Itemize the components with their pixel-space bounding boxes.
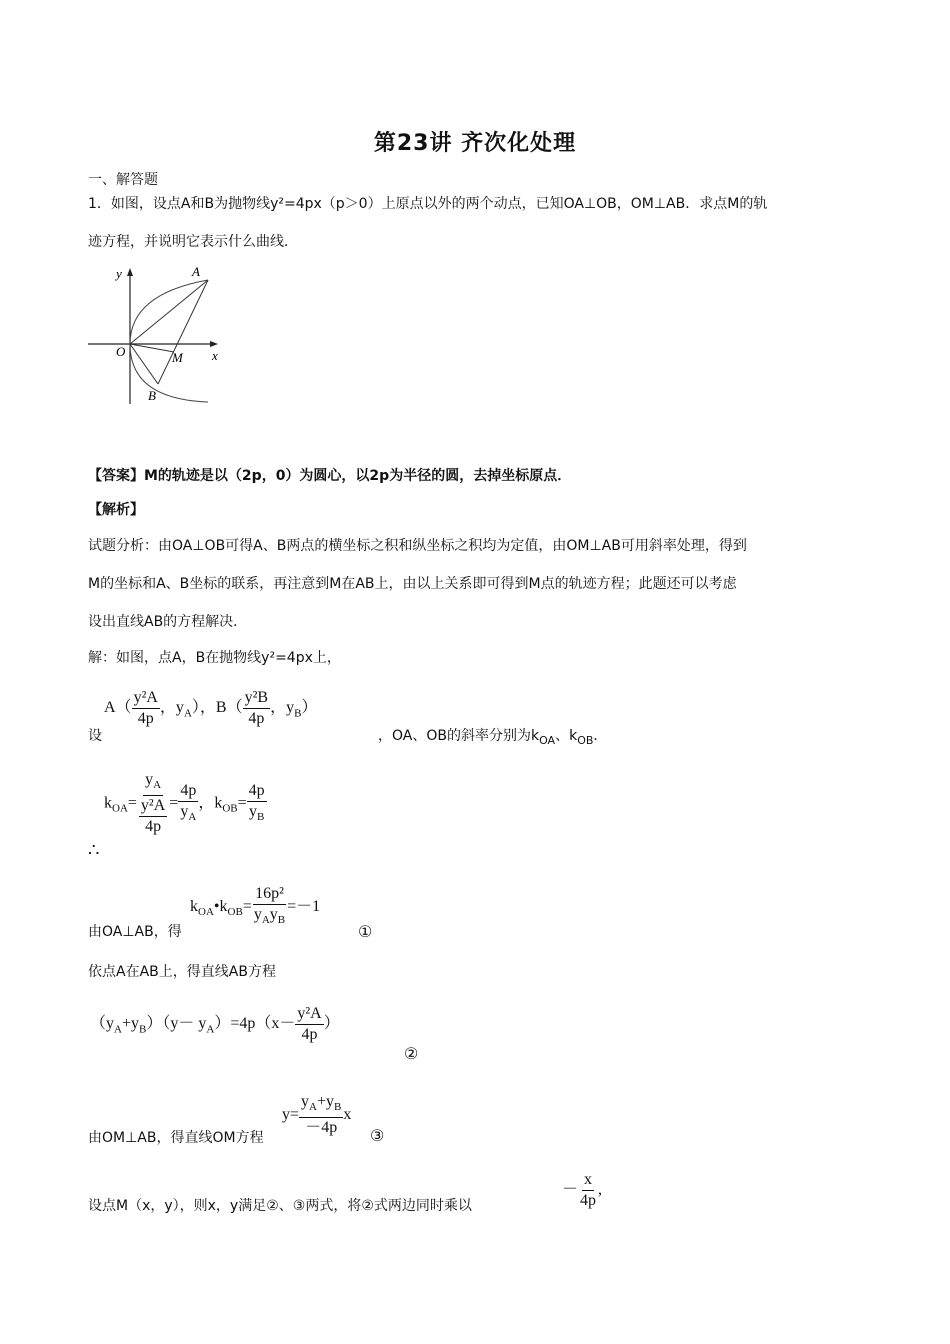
multiplier — [562, 1170, 602, 1211]
sub-OA: OA — [198, 905, 214, 918]
line-ab-text: 依点A在AB上，得直线AB方程 — [88, 964, 276, 980]
label-M: M — [172, 350, 183, 365]
slopes-text — [378, 726, 607, 751]
k: k — [219, 897, 228, 915]
slope-end: ． — [593, 728, 608, 744]
frac-den — [178, 802, 198, 827]
label-O: O — [116, 344, 126, 359]
parabola-curve — [130, 280, 208, 402]
minus-one: =－1 — [287, 897, 321, 915]
last-end: , — [598, 1181, 603, 1199]
sub-A: A — [309, 1101, 317, 1114]
y-axis-arrow — [127, 268, 133, 276]
eq: = — [169, 794, 179, 812]
equation-3 — [282, 1092, 351, 1138]
parabola-figure — [86, 264, 226, 409]
page-title: 第23讲 齐次化处理 — [373, 131, 577, 156]
frac-sum-over-neg4p — [299, 1092, 343, 1138]
sub-OA: OA — [112, 802, 128, 815]
answer-line: 【答案】M的轨迹是以（2p，0）为圆心，以2p为半径的圆，去掉坐标原点． — [88, 468, 572, 484]
analysis-label: 【解析】 — [88, 502, 144, 518]
frac-den: －4p — [305, 1119, 338, 1137]
analysis-line-2: M的坐标和A、B坐标的联系，再注意到M在AB上，由以上关系即可得到M点的轨迹方程；此题还可以考虑 — [88, 576, 737, 592]
frac-x-4p — [578, 1170, 598, 1211]
frac-den: 4p — [580, 1192, 597, 1209]
set-prefix: 设 — [88, 728, 102, 744]
frac-num — [143, 770, 163, 796]
y: y — [180, 802, 189, 820]
frac-num: y²B — [243, 688, 270, 709]
sub-OB: OB — [227, 905, 243, 918]
product-formula: $k_{OA}•k_{OB}=$ $\frac{\text{16p²}}{y_Ay_B}$ =－1 — [190, 884, 320, 930]
eq: = — [242, 897, 252, 915]
eq2-mid: ）（y－ y — [146, 1015, 207, 1033]
circled-2: ② — [404, 1046, 419, 1063]
sub-B: B — [139, 1023, 147, 1036]
frac-den: 4p — [248, 710, 265, 727]
label-x: x — [212, 348, 218, 363]
sub-B: B — [256, 810, 265, 823]
frac-num: x — [582, 1170, 594, 1191]
k: k — [104, 794, 112, 812]
label-A: A — [192, 264, 200, 279]
circled-1: ① — [358, 924, 373, 941]
y: y — [145, 771, 154, 788]
sub-A: A — [188, 810, 197, 823]
sub-OA: OA — [539, 733, 556, 747]
therefore-symbol: ∴ — [88, 840, 100, 860]
A-open: A（ — [104, 699, 132, 717]
sub-A: A — [183, 707, 192, 720]
y: y — [269, 906, 278, 923]
sub-A: A — [206, 1023, 215, 1036]
frac-num: y²A — [295, 1004, 323, 1025]
frac-yA2-4p — [295, 1004, 323, 1045]
sub-B: B — [277, 914, 286, 927]
segment-OM — [130, 344, 174, 352]
x-axis-arrow — [210, 341, 218, 347]
segment-OA — [130, 280, 208, 344]
eq2-left: （y — [90, 1015, 115, 1033]
comma-yA: ，y — [159, 699, 184, 717]
plus: +y — [316, 1093, 335, 1110]
close-paren: ） — [191, 699, 200, 717]
y: y — [301, 1093, 310, 1110]
segment-OB — [130, 344, 158, 384]
neg: － — [562, 1181, 579, 1199]
frac-den — [137, 796, 169, 837]
solution-intro: 解：如图，点A，B在抛物线y²=4px上， — [88, 650, 341, 666]
close-paren: ） — [323, 1015, 340, 1033]
point-coordinates — [104, 688, 317, 729]
frac-num: y²A — [132, 688, 160, 709]
frac-den — [247, 802, 266, 827]
frac-num: y²A — [139, 796, 167, 817]
problem-line-2: 迹方程，并说明它表示什么曲线． — [88, 234, 298, 250]
analysis-line-3: 设出直线AB的方程解决． — [88, 614, 248, 630]
slopes-label: ，OA、OB的斜率分别为k — [378, 728, 540, 744]
y: y — [253, 906, 262, 923]
label-y: y — [116, 266, 122, 281]
k: k — [190, 897, 198, 915]
slope-sep: 、k — [555, 728, 578, 744]
frac-4p-yA — [178, 781, 198, 827]
frac-den — [252, 905, 287, 930]
eq: = — [237, 794, 247, 812]
sub-A: A — [261, 914, 270, 927]
y-eq: y= — [282, 1105, 300, 1123]
frac-den: 4p — [137, 710, 154, 727]
frac-den: 4p — [301, 1026, 318, 1043]
frac-yB2-4p — [243, 688, 270, 729]
analysis-line-1: 试题分析：由OA⊥OB可得A、B两点的横坐标之积和纵坐标之积均为定值，由OM⊥AB可用斜率处理，得到 — [88, 538, 747, 554]
last-line: 设点M（x，y），则x，y满足②、③两式，将②式两边同时乘以 — [88, 1198, 472, 1214]
section-heading: 一、解答题 — [88, 172, 158, 188]
slope-formula — [104, 770, 267, 837]
sub-OB: OB — [577, 733, 594, 747]
frac-num — [299, 1092, 343, 1118]
frac-num: 4p — [178, 781, 198, 802]
eq: = — [127, 794, 137, 812]
sub-B: B — [294, 707, 302, 720]
comma-yB: ，y — [270, 699, 295, 717]
circled-3: ③ — [370, 1128, 385, 1145]
sub-OB: OB — [222, 802, 238, 815]
frac-num: 16p² — [253, 884, 286, 905]
sub-B: B — [334, 1101, 342, 1114]
frac-yA2-4p — [132, 688, 160, 729]
frac-den: 4p — [145, 818, 162, 836]
sub-A: A — [153, 779, 162, 792]
frac-num: 4p — [247, 781, 267, 802]
perp-text: 由OA⊥AB，得 — [88, 924, 182, 940]
eq2-right: ）=4p（x－ — [214, 1015, 296, 1033]
frac-4p-yB — [247, 781, 267, 827]
equation-2 — [90, 1004, 340, 1045]
om-text: 由OM⊥AB，得直线OM方程 — [88, 1130, 264, 1146]
k: k — [214, 794, 223, 812]
segment-AB — [158, 280, 208, 384]
B-open: ，B（ — [199, 699, 243, 717]
plus: +y — [121, 1015, 139, 1033]
comma: ， — [198, 794, 215, 812]
y: y — [248, 802, 257, 820]
sub-A: A — [114, 1023, 122, 1036]
label-B: B — [148, 388, 156, 403]
close-paren: ） — [301, 699, 318, 717]
frac-16p2 — [252, 884, 287, 930]
problem-line-1: 1．如图，设点A和B为抛物线y²=4px（p＞0）上原点以外的两个动点，已知OA⊥OB，OM⊥AB．求点M的轨 — [88, 196, 768, 212]
frac-yA-over — [137, 770, 169, 837]
x: x — [343, 1105, 352, 1123]
inner-frac — [139, 796, 167, 837]
